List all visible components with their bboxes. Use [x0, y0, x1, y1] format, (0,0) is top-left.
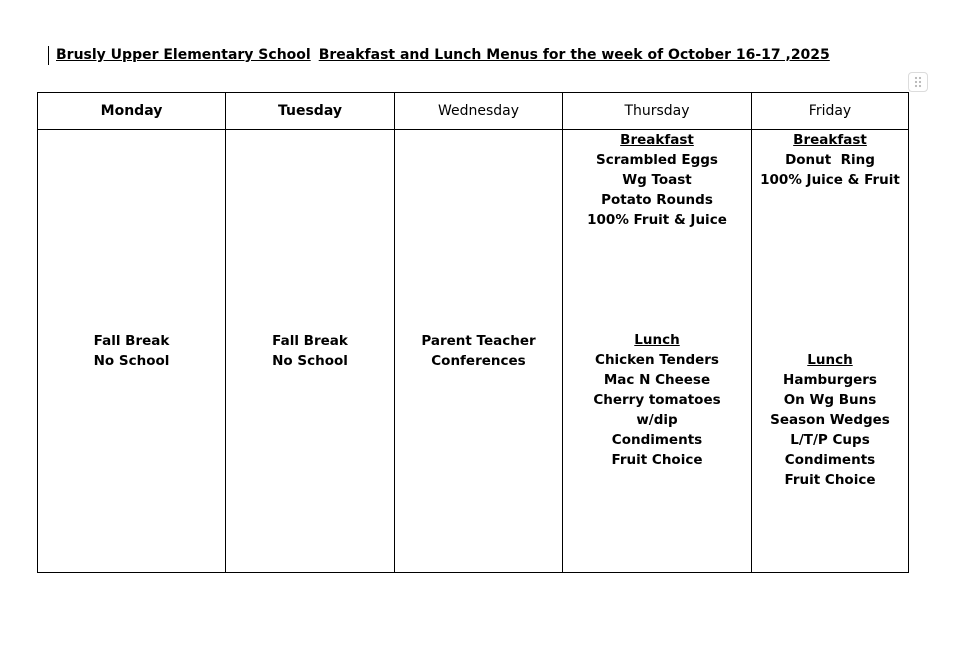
- tuesday-cell: [226, 130, 395, 573]
- thursday-breakfast-item: Wg Toast: [622, 172, 692, 188]
- document-title: [48, 46, 830, 65]
- friday-breakfast-heading: Breakfast: [793, 132, 867, 148]
- friday-breakfast-item: 100% Juice & Fruit: [760, 172, 900, 188]
- thursday-lunch-item: Cherry tomatoes: [593, 392, 721, 408]
- thursday-breakfast-heading: Breakfast: [620, 132, 694, 148]
- friday-lunch-item: Hamburgers: [783, 372, 877, 388]
- header-monday: Monday: [38, 93, 226, 130]
- thursday-lunch-item: w/dip: [636, 412, 678, 428]
- monday-line: Fall Break: [93, 333, 170, 349]
- thursday-lunch-heading: Lunch: [634, 332, 680, 348]
- menu-table: [37, 92, 909, 573]
- thursday-lunch-item: Chicken Tenders: [595, 352, 719, 368]
- wednesday-line: Parent Teacher: [421, 333, 536, 349]
- thursday-breakfast-item: 100% Fruit & Juice: [587, 212, 727, 228]
- school-name: Brusly Upper Elementary School: [56, 47, 311, 63]
- thursday-breakfast-item: Potato Rounds: [601, 192, 713, 208]
- menu-week-title: Breakfast and Lunch Menus for the week of October 16-17 ,2025: [318, 47, 830, 63]
- friday-cell: [752, 130, 909, 573]
- friday-lunch-item: On Wg Buns: [783, 392, 877, 408]
- header-friday: Friday: [752, 93, 909, 130]
- thursday-breakfast-item: Scrambled Eggs: [596, 152, 718, 168]
- tuesday-line: Fall Break: [272, 333, 348, 349]
- header-row: [38, 93, 909, 130]
- table-drag-handle[interactable]: [908, 72, 928, 92]
- wednesday-line: Conferences: [431, 353, 526, 369]
- thursday-lunch-item: Fruit Choice: [611, 452, 703, 468]
- header-wednesday: Wednesday: [395, 93, 563, 130]
- friday-lunch-item: L/T/P Cups: [790, 432, 870, 448]
- wednesday-cell: [395, 130, 563, 573]
- tuesday-line: No School: [272, 353, 348, 369]
- menu-row: [38, 130, 909, 573]
- header-thursday: Thursday: [563, 93, 752, 130]
- monday-line: No School: [93, 353, 170, 369]
- thursday-lunch-item: Condiments: [611, 432, 703, 448]
- drag-handle-icon: [914, 76, 922, 88]
- friday-lunch-item: Condiments: [784, 452, 876, 468]
- thursday-cell: [563, 130, 752, 573]
- friday-breakfast-item: Donut Ring: [785, 152, 875, 168]
- friday-lunch-heading: Lunch: [807, 352, 853, 368]
- thursday-lunch-item: Mac N Cheese: [603, 372, 711, 388]
- monday-cell: [38, 130, 226, 573]
- header-tuesday: Tuesday: [226, 93, 395, 130]
- friday-lunch-item: Fruit Choice: [784, 472, 876, 488]
- friday-lunch-item: Season Wedges: [770, 412, 890, 428]
